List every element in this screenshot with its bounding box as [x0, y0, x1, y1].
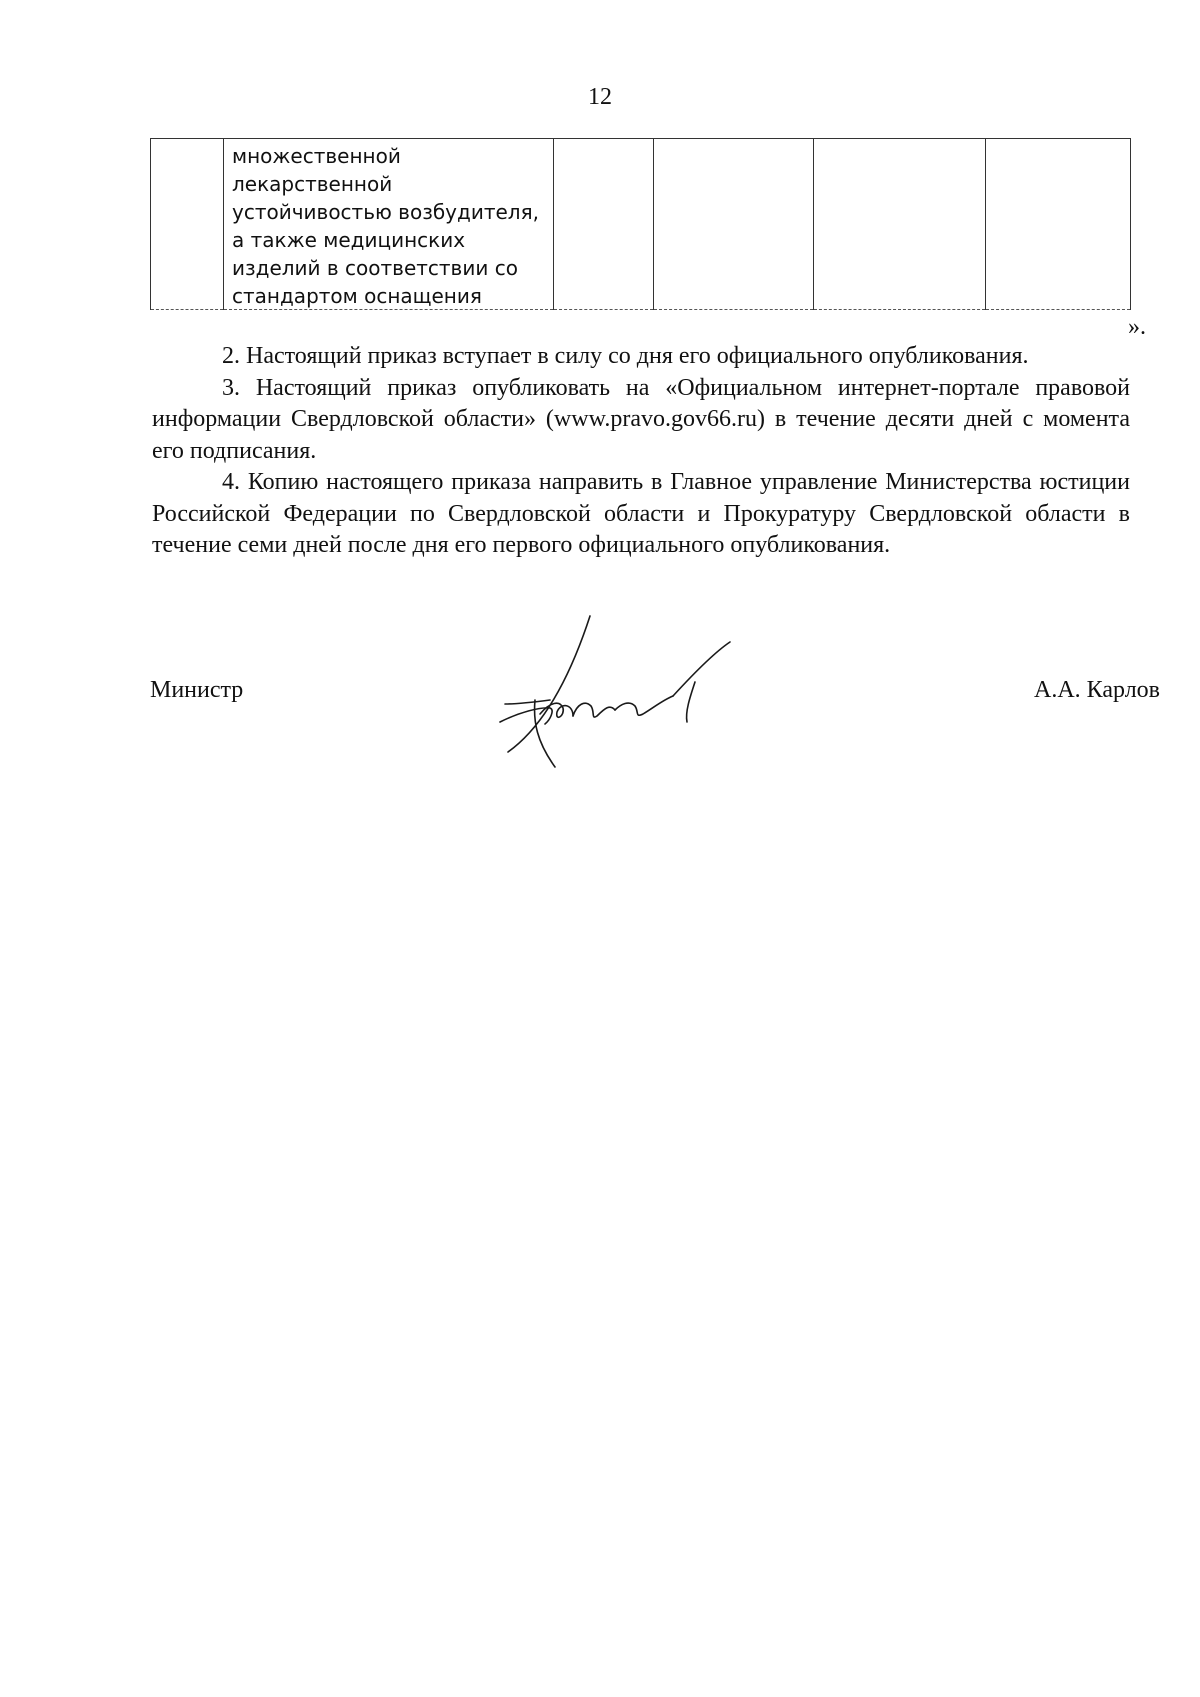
paragraph-4: 4. Копию настоящего приказа направить в Главное управление Министерства юстиции Российской Федерации по Свердловской области и Прокуратуру Свердловской области в течение семи дней после дня его первого официального опубликования. — [152, 469, 1130, 558]
paragraph-3: 3. Настоящий приказ опубликовать на «Официальном интернет-портале правовой информации Свердловской области» (www.pravo.gov66.ru) в течение десяти дней с момента его подписания. — [152, 374, 1130, 464]
table-cell-empty — [814, 139, 986, 310]
paragraph-2: 2. Настоящий приказ вступает в силу со дня его официального опубликования. — [222, 343, 1029, 369]
signatory-title: Министр — [150, 677, 244, 703]
continuation-table — [150, 138, 1131, 310]
handwritten-signature — [495, 612, 755, 772]
table-cell-description — [224, 139, 554, 310]
signatory-name: А.А. Карлов — [1034, 677, 1160, 703]
page-number: 12 — [588, 84, 612, 110]
table-cell-empty — [654, 139, 814, 310]
table-cell-number — [151, 139, 224, 310]
document-body — [152, 341, 1130, 562]
table-cell-empty — [554, 139, 654, 310]
table-cell-description-text: множественной лекарственной устойчивостью возбудителя, а также медицинских изделий в соответствии со стандартом оснащения — [232, 144, 539, 308]
table-row — [151, 139, 1131, 310]
closing-quote: ». — [1128, 314, 1146, 340]
table-cell-empty — [986, 139, 1131, 310]
